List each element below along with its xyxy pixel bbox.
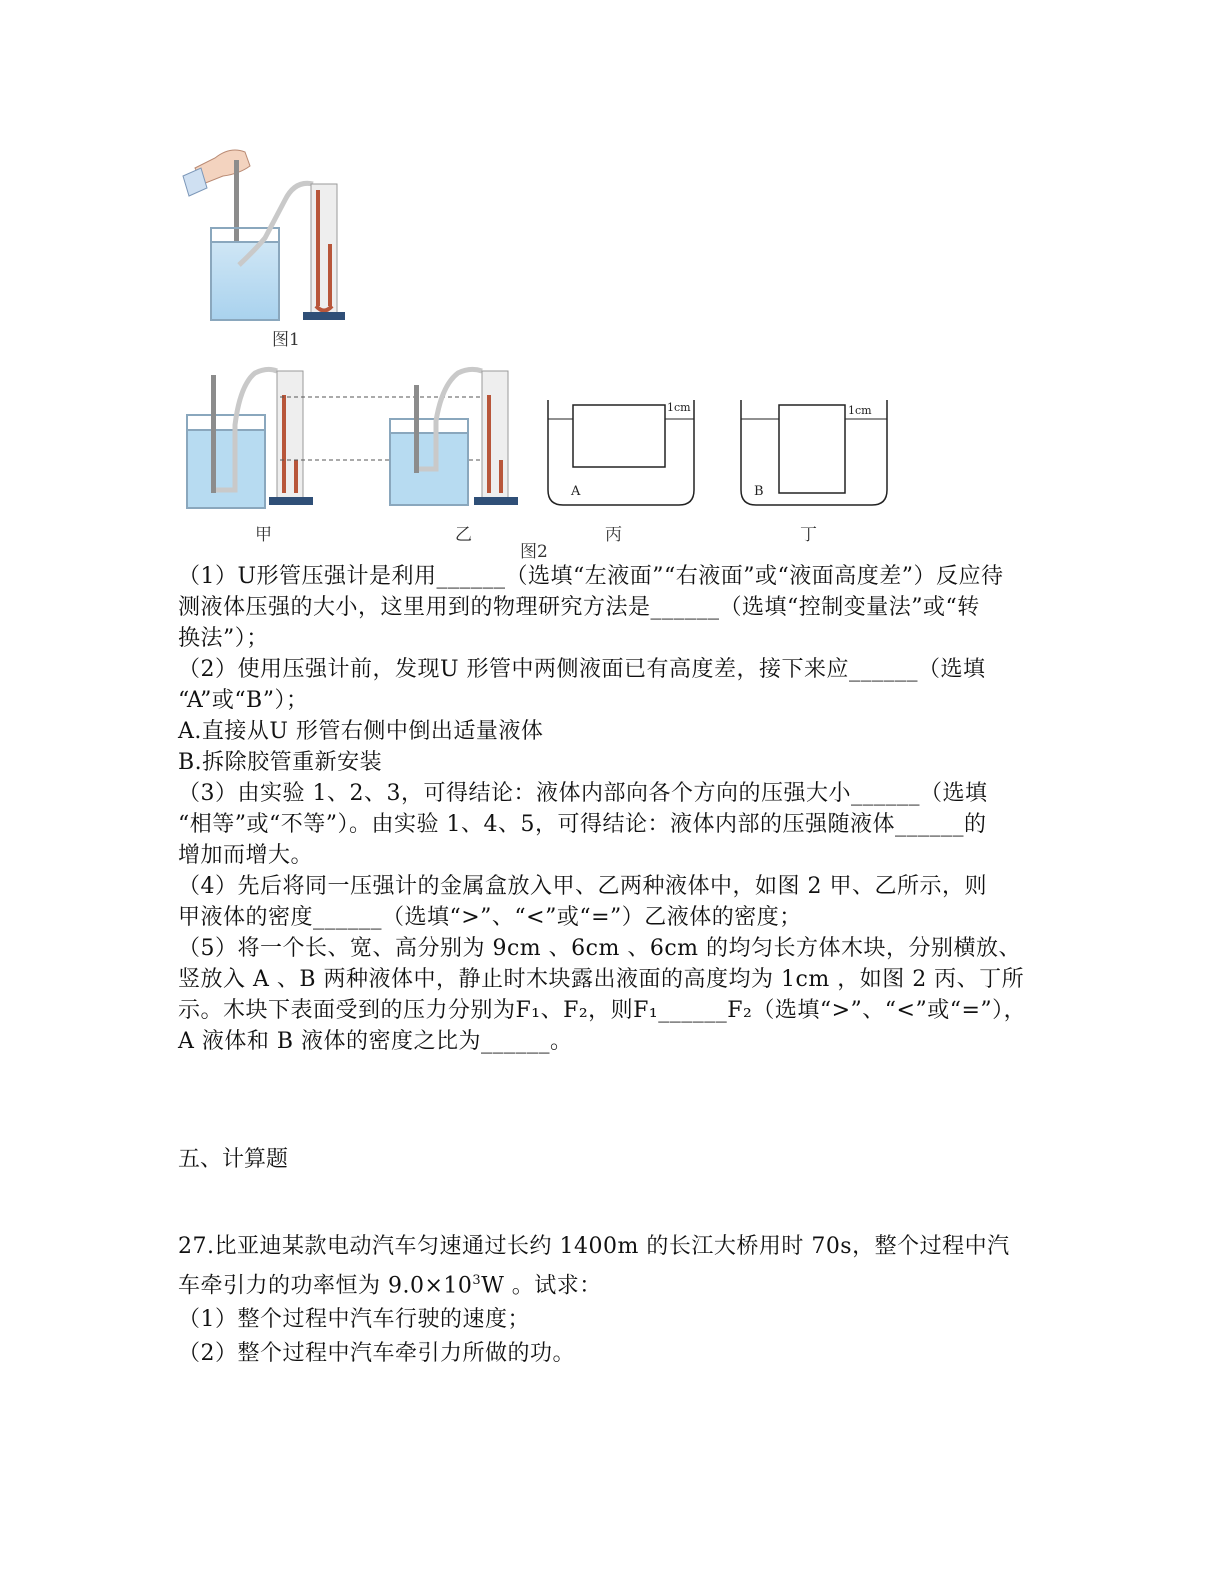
figure2-label-jia: 甲	[255, 525, 272, 545]
text-line: A.直接从U 形管右侧中倒出适量液体	[178, 719, 544, 744]
question27-line2-pre: 车牵引力的功率恒为 9.0×10	[178, 1273, 473, 1299]
text-line: 增加而增大。	[178, 843, 314, 868]
section-title: 五、计算题	[178, 1147, 289, 1172]
figure1-caption: 图1	[272, 330, 300, 350]
question27-line2-post: W 。试求：	[481, 1273, 602, 1299]
question26-body	[178, 561, 1058, 1057]
text-line: 换法”）；	[178, 626, 269, 651]
text-line: （3）由实验 1、2、3，可得结论：液体内部向各个方向的压强大小______（选填	[178, 781, 988, 806]
figure2-label-yi: 乙	[455, 525, 472, 545]
figure2-panel-bing	[545, 395, 700, 510]
text-line: 甲液体的密度______（选填“>”、“<”或“=”）乙液体的密度；	[178, 905, 802, 930]
figure2-bing-liquid-label: A	[571, 484, 581, 499]
figure1-pressure-gauge-illustration	[175, 140, 375, 330]
figure2-bing-exposed-label: 1cm	[667, 401, 691, 414]
figure2-panel-yi	[388, 365, 538, 515]
question27-exponent: 3	[472, 1273, 482, 1288]
text-line: A 液体和 B 液体的密度之比为______。	[178, 1029, 573, 1054]
text-line: 测液体压强的大小，这里用到的物理研究方法是______（选填“控制变量法”或“转	[178, 595, 980, 620]
question27-line2	[178, 1264, 1058, 1303]
text-line: 示。木块下表面受到的压力分别为F₁、F₂，则F₁______F₂（选填“>”、“<”或“=”），	[178, 998, 1027, 1023]
question27-sub1: （1）整个过程中汽车行驶的速度；	[178, 1307, 530, 1333]
figure2-caption: 图2	[520, 542, 548, 562]
text-line: （1）U形管压强计是利用______（选填“左液面”“右液面”或“液面高度差”）反应待	[178, 564, 1004, 589]
question27	[178, 1230, 1058, 1371]
text-line: （2）使用压强计前，发现U 形管中两侧液面已有高度差，接下来应______（选填	[178, 657, 986, 682]
figure2-label-bing: 丙	[605, 525, 622, 545]
text-line: （5）将一个长、宽、高分别为 9cm 、6cm 、6cm 的均匀长方体木块，分别横放、	[178, 936, 1022, 961]
figure2-ding-exposed-label: 1cm	[848, 404, 872, 417]
text-line: （4）先后将同一压强计的金属盒放入甲、乙两种液体中，如图 2 甲、乙所示，则	[178, 874, 987, 899]
text-line: “相等”或“不等”）。由实验 1、4、5，可得结论：液体内部的压强随液体______的	[178, 812, 987, 837]
question27-line1: 27.比亚迪某款电动汽车匀速通过长约 1400m 的长江大桥用时 70s，整个过程中汽	[178, 1234, 1010, 1259]
text-line: 竖放入 A 、B 两种液体中，静止时木块露出液面的高度均为 1cm ，如图 2 丙、丁所	[178, 967, 1025, 992]
question27-sub2: （2）整个过程中汽车牵引力所做的功。	[178, 1341, 575, 1367]
figure2-panel-ding	[738, 395, 893, 510]
figure2-label-ding: 丁	[800, 525, 817, 545]
figure2-ding-liquid-label: B	[754, 484, 764, 499]
text-line: B.拆除胶管重新安装	[178, 750, 383, 775]
text-line: “A”或“B”）；	[178, 688, 309, 713]
